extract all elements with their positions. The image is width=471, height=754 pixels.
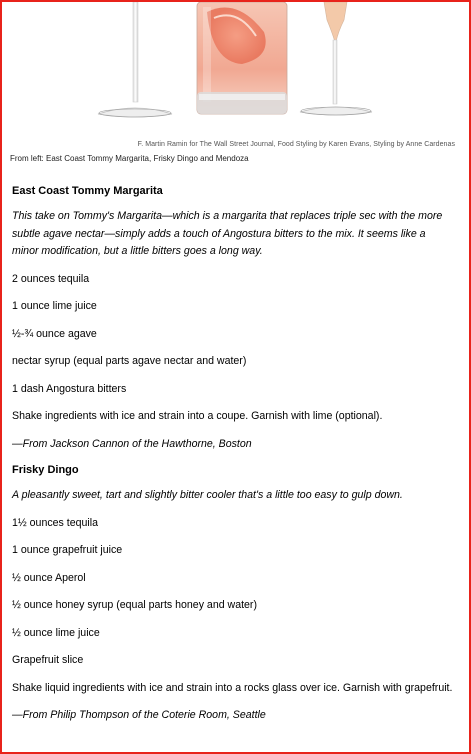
recipe-intro: This take on Tommy's Margarita—which is a margarita that replaces triple sec with the more subtle agave nectar—simply adds a touch of Angostura bitters to the mix. It seems like a minor modification, but a little bitters goes a long way. (12, 210, 443, 257)
ingredient-line: 1 ounce grapefruit juice (12, 544, 123, 556)
ingredient-line: 1 dash Angostura bitters (12, 382, 127, 395)
recipe-source: —From Jackson Cannon of the Hawthorne, Boston (12, 437, 252, 450)
ingredient-line: nectar syrup (equal parts agave nectar and water) (12, 355, 247, 367)
recipe-directions: Shake liquid ingredients with ice and strain into a rocks glass over ice. Garnish with grapefruit. (12, 681, 453, 694)
recipe-source: —From Philip Thompson of the Coterie Room, Seattle (12, 709, 266, 721)
photo-caption: From left: East Coast Tommy Margarita, Frisky Dingo and Mendoza (10, 154, 249, 163)
cocktail-glasses-image (2, 2, 469, 134)
photo-credit: F. Martin Ramin for The Wall Street Journal, Food Styling by Karen Evans, Styling by Anne Cardenas (137, 141, 455, 148)
recipe-east-coast-tommy-margarita (12, 184, 453, 453)
center-rocks-glass (197, 2, 287, 114)
left-coupe-glass (98, 2, 172, 117)
ingredient-line: ½-¾ ounce agave (12, 327, 97, 340)
ingredient-line: Grapefruit slice (12, 654, 84, 666)
ingredient-line: 2 ounces tequila (12, 272, 90, 285)
right-wine-glass (300, 2, 372, 115)
cocktail-photo (2, 2, 469, 134)
recipe-title: East Coast Tommy Margarita (12, 185, 163, 197)
ingredient-line: ½ ounce honey syrup (equal parts honey and water) (12, 599, 257, 611)
recipe-intro: A pleasantly sweet, tart and slightly bitter cooler that's a little too easy to gulp down. (12, 489, 403, 501)
ingredient-line: 1 ounce lime juice (12, 300, 97, 312)
ingredient-line: 1½ ounces tequila (12, 516, 98, 529)
recipe-directions: Shake ingredients with ice and strain into a coupe. Garnish with lime (optional). (12, 410, 383, 422)
ingredient-line: ½ ounce Aperol (12, 571, 86, 584)
recipe-article (12, 184, 453, 735)
ingredient-line: ½ ounce lime juice (12, 626, 100, 639)
recipe-frisky-dingo (12, 463, 453, 725)
recipe-title: Frisky Dingo (12, 464, 79, 476)
